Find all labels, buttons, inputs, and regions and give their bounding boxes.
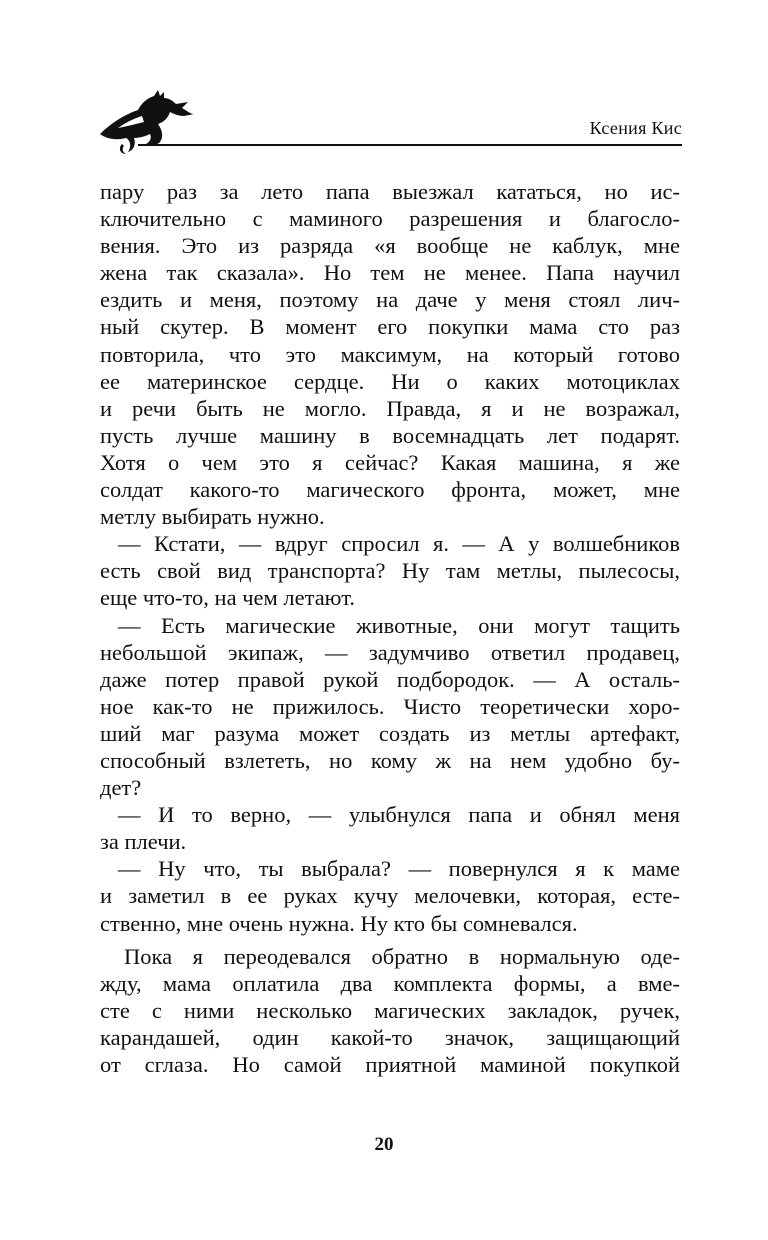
text-line: небольшой экипаж, — задумчиво ответил продавец, xyxy=(100,639,680,665)
text-line: дет? xyxy=(100,775,142,801)
text-line: — Ну что, ты выбрала? — повернулся я к маме xyxy=(118,856,680,882)
text-line: способный взлететь, но кому ж на нем удобно бу- xyxy=(100,747,680,773)
text-line: пару раз за лето папа выезжал кататься, но ис- xyxy=(100,179,680,204)
text-line: — Кстати, — вдруг спросил я. — А у волшебников xyxy=(118,531,680,557)
text-line: сте с ними несколько магических закладок, ручек, xyxy=(100,997,680,1023)
text-line: вения. Это из разряда «я вообще не каблук, мне xyxy=(100,233,680,259)
text-line: ключительно с маминого разрешения и благосло- xyxy=(100,206,680,232)
text-line: солдат какого-то магического фронта, может, мне xyxy=(100,477,680,503)
text-line: и речи быть не могло. Правда, я и не возражал, xyxy=(100,395,680,421)
text-line: и заметил в ее руках кучу мелочевки, которая, есте- xyxy=(100,883,680,909)
text-line: карандашей, один какой-то значок, защищающий xyxy=(100,1024,680,1050)
text-line: есть свой вид транспорта? Ну там метлы, пылесосы, xyxy=(100,558,680,584)
text-line: метлу выбирать нужно. xyxy=(100,504,325,530)
text-line: ный скутер. В момент его покупки мама сто раз xyxy=(100,314,680,340)
text-line: ездить и меня, поэтому на даче у меня стоял лич- xyxy=(100,287,680,313)
text-line: ственно, мне очень нужна. Ну кто бы сомневался. xyxy=(100,910,578,936)
text-line: пусть лучше машину в восемнадцать лет подарят. xyxy=(100,422,680,448)
text-line: — Есть магические животные, они могут тащить xyxy=(118,612,680,638)
running-head-author: Ксения Кис xyxy=(589,118,682,138)
body-text xyxy=(100,178,680,1078)
text-line: еще что-то, на чем летают. xyxy=(100,585,355,611)
text-line: даже потер правой рукой подбородок. — А осталь- xyxy=(100,666,680,692)
text-line: ее материнское сердце. Ни о каких мотоциклах xyxy=(100,368,680,394)
text-line: — И то верно, — улыбнулся папа и обнял меня xyxy=(118,802,680,828)
text-line: жена так сказала». Но тем не менее. Папа научил xyxy=(100,260,680,286)
text-line: за плечи. xyxy=(100,829,187,855)
text-line: Пока я переодевался обратно в нормальную оде- xyxy=(124,943,680,969)
text-line: от сглаза. Но самой приятной маминой покупкой xyxy=(100,1052,680,1077)
text-line: повторила, что это максимум, на который готово xyxy=(100,341,680,367)
text-line: Хотя о чем это я сейчас? Какая машина, я же xyxy=(100,449,680,475)
text-line: ший маг разума может создать из метлы артефакт, xyxy=(100,720,680,746)
page-number: 20 xyxy=(374,1134,394,1155)
text-line: ное как-то не прижилось. Чисто теоретически хоро- xyxy=(100,693,680,719)
text-line: жду, мама оплатила два комплекта формы, а вме- xyxy=(100,970,680,996)
header-rule xyxy=(138,144,682,146)
page-header xyxy=(98,88,682,150)
